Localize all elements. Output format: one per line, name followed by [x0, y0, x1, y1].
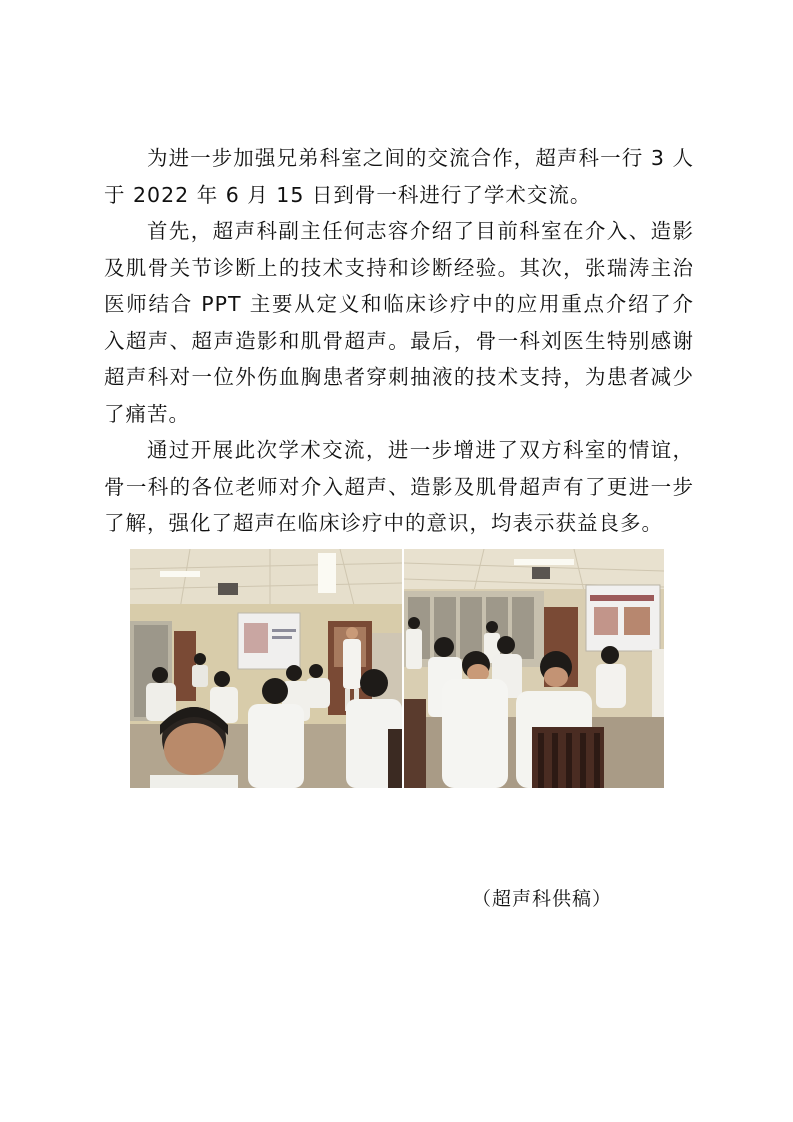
paragraph-details: 首先，超声科副主任何志容介绍了目前科室在介入、造影及肌骨关节诊断上的技术支持和诊断经验。其次，张瑞涛主治医师结合 PPT 主要从定义和临床诊疗中的应用重点介绍了介入超声、超声造影和肌骨超声。最后，骨一科刘医生特别感谢超声科对一位外伤血胸患者穿刺抽液的技术支持，为患者减少了痛苦。	[104, 219, 694, 426]
article-credit: （超声科供稿）	[472, 888, 613, 910]
photo-lecture-audience	[404, 549, 664, 788]
paragraph-intro: 为进一步加强兄弟科室之间的交流合作，超声科一行 3 人于 2022 年 6 月 15 日到骨一科进行了学术交流。	[104, 146, 694, 207]
paragraph-conclusion: 通过开展此次学术交流，进一步增进了双方科室的情谊，骨一科的各位老师对介入超声、造影及肌骨超声有了更进一步了解，强化了超声在临床诊疗中的意识，均表示获益良多。	[104, 438, 694, 535]
photo-lecture-presenter	[130, 549, 402, 788]
article-body	[104, 140, 694, 542]
